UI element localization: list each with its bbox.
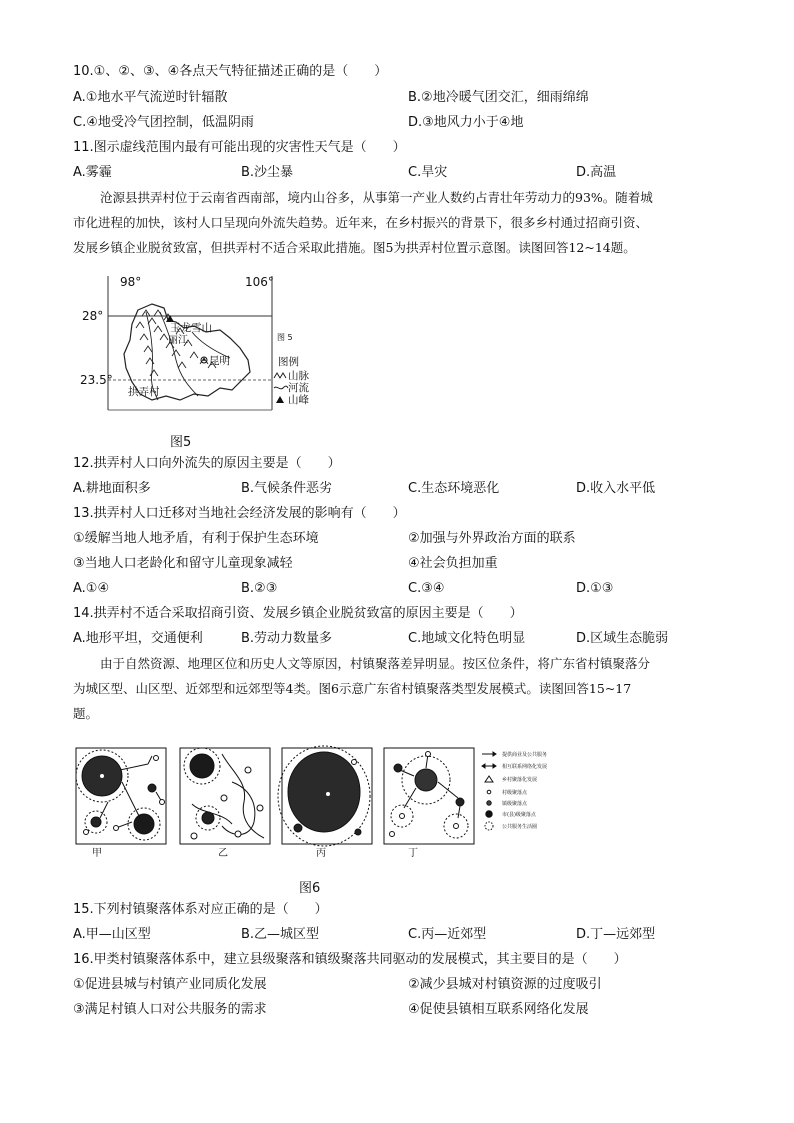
q12-option-c: C.生态环境恶化: [408, 481, 500, 496]
passage2-line1: 由于自然资源、地理区位和历史人文等原因，村镇聚落差异明显。按区位条件，将广东省村镇聚落分: [100, 656, 651, 671]
q16-item-3: ③满足村镇人口对公共服务的需求: [73, 1002, 267, 1017]
q15-option-b: B.乙—城区型: [241, 927, 320, 942]
q13-option-a: A.①④: [73, 581, 110, 596]
city-kunming-label: 昆明: [209, 355, 230, 367]
lat-28-label: 28°: [82, 309, 104, 323]
q16-item-2: ②减少县城对村镇资源的过度吸引: [408, 977, 602, 992]
peak-label: 玉龙雪山: [170, 322, 212, 334]
panel-ding-label: 丁: [408, 848, 418, 859]
q13-stem: 13.拱弄村人口迁移对当地社会经济发展的影响有（ ）: [73, 506, 406, 521]
q14-option-a: A.地形平坦，交通便利: [73, 631, 203, 646]
q16-item-1: ①促进县城与村镇产业同质化发展: [73, 977, 267, 992]
legend-mountain-label: 山脉: [288, 370, 309, 382]
panel-yi-county: [190, 754, 214, 778]
legend-peak-label: 山峰: [288, 394, 309, 406]
legend-peak-icon: [276, 396, 284, 403]
figure5-caption: 图5: [170, 435, 192, 450]
q13-item-3: ③当地人口老龄化和留守儿童现象减轻: [73, 556, 293, 571]
q11-option-c: C.旱灾: [408, 165, 448, 180]
q13-option-b: B.②③: [241, 581, 278, 596]
passage2-line3: 题。: [73, 706, 99, 721]
q13-item-4: ④社会负担加重: [408, 556, 498, 571]
q11-option-b: B.沙尘暴: [241, 165, 294, 180]
legend-county-point: 市(县)级聚落点: [502, 812, 536, 818]
lon-98-label: 98°: [120, 275, 142, 289]
q15-stem: 15.下列村镇聚落体系对应正确的是（ ）: [73, 902, 328, 917]
q14-option-c: C.地域文化特色明显: [408, 631, 526, 646]
q11-option-a: A.雾霾: [73, 165, 112, 180]
panel-jia-label: 甲: [92, 848, 102, 859]
passage1-line2: 市化进程的加快，该村人口呈现向外流失趋势。近年来，在乡村振兴的背景下，很多乡村通过招商引资、: [73, 215, 649, 230]
legend-service-circle: 公共服务生活圈: [502, 824, 538, 830]
panel-jia-town: [134, 814, 154, 834]
q10-stem: 10.①、②、③、④各点天气特征描述正确的是（ ）: [73, 64, 388, 79]
village-label: 拱弄村: [128, 386, 160, 398]
panel-ding-town: [415, 769, 437, 791]
q12-option-d: D.收入水平低: [576, 481, 656, 496]
legend-network-development: 相互联系网络化发展: [502, 764, 548, 770]
q12-option-b: B.气候条件恶劣: [241, 481, 333, 496]
legend-river-label: 河流: [288, 382, 309, 394]
q16-stem: 16.甲类村镇聚落体系中，建立县级聚落和镇级聚落共同驱动的发展模式，其主要目的是（ ）: [73, 952, 627, 967]
q12-stem: 12.拱弄村人口向外流失的原因主要是（ ）: [73, 456, 341, 471]
legend-town-point: 镇级聚落点: [502, 801, 528, 807]
q13-option-d: D.①③: [576, 581, 614, 596]
q11-option-d: D.高温: [576, 165, 617, 180]
figure6-diagram: [72, 742, 548, 862]
q11-stem: 11.图示虚线范围内最有可能出现的灾害性天气是（ ）: [73, 140, 406, 155]
panel-yi-label: 乙: [218, 848, 228, 859]
legend-village-point: 村级聚落点: [502, 790, 528, 796]
q14-option-b: B.劳动力数量多: [241, 631, 333, 646]
q10-option-d: D.③地风力小于④地: [408, 115, 524, 130]
passage1-line1: 沧源县拱弄村位于云南省西南部，境内山谷多，从事第一产业人数约占青壮年劳动力的93%。随着城: [100, 190, 653, 205]
panel-bing-county: [288, 752, 360, 832]
q14-option-d: D.区域生态脆弱: [576, 631, 669, 646]
lon-106-label: 106°: [245, 275, 274, 289]
q16-item-4: ④促使县镇相互联系网络化发展: [408, 1002, 589, 1017]
figure6-caption: 图6: [299, 881, 321, 896]
legend-commercial-service: 提供商业及公共服务: [502, 752, 548, 758]
q15-option-d: D.丁—远郊型: [576, 927, 656, 942]
legend-rural-cluster: 乡村聚落化发展: [502, 777, 538, 783]
q10-option-c: C.④地受冷气团控制，低温阴雨: [73, 115, 254, 130]
legend-mountain-icon: [274, 373, 286, 378]
q10-option-a: A.①地水平气流逆时针辐散: [73, 90, 228, 105]
city-lijiang-label: 丽江: [168, 335, 188, 346]
panel-bing-label: 丙: [316, 848, 326, 859]
passage1-line3: 发展乡镇企业脱贫致富，但拱弄村不适合采取此措施。图5为拱弄村位置示意图。读图回答12~14题。: [73, 240, 636, 255]
legend-title: 图例: [278, 356, 299, 368]
q15-option-c: C.丙—近郊型: [408, 927, 487, 942]
q10-option-b: B.②地冷暖气团交汇，细雨绵绵: [408, 90, 589, 105]
q15-option-a: A.甲—山区型: [73, 927, 151, 942]
q13-item-1: ①缓解当地人地矛盾，有利于保护生态环境: [73, 531, 319, 546]
q12-option-a: A.耕地面积多: [73, 481, 151, 496]
q13-option-c: C.③④: [408, 581, 445, 596]
passage2-line2: 为城区型、山区型、近郊型和远郊型等4类。图6示意广东省村镇聚落类型发展模式。读图回答15~17: [73, 681, 632, 696]
legend-river-icon: [274, 386, 288, 389]
panel-ding-frame: [384, 748, 474, 844]
q13-item-2: ②加强与外界政治方面的联系: [408, 531, 576, 546]
lat-23-5-label: 23.5°: [80, 373, 113, 387]
figure5-inner-label: 图 5: [277, 333, 293, 342]
figure5-map: [80, 268, 320, 418]
q14-stem: 14.拱弄村不适合采取招商引资、发展乡镇企业脱贫致富的原因主要是（ ）: [73, 606, 523, 621]
